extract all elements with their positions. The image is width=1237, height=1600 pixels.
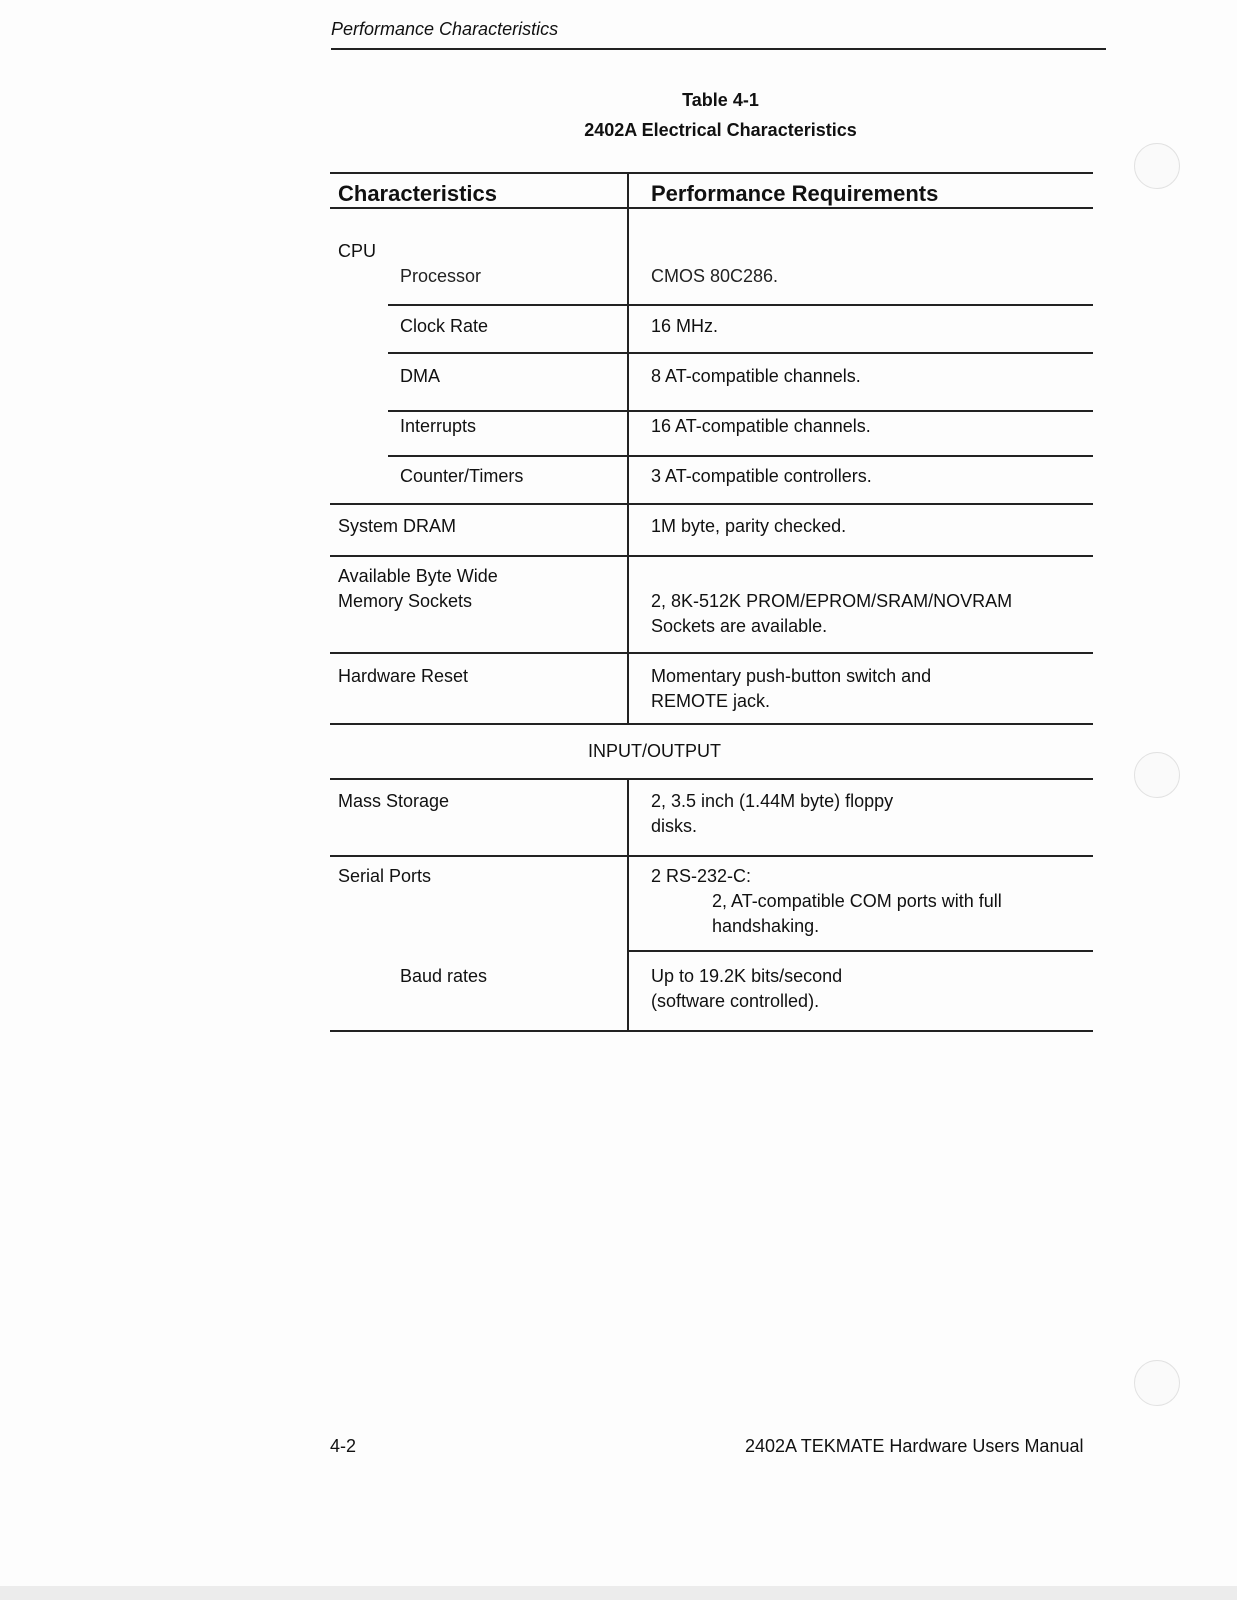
row-label: Hardware Reset: [338, 666, 469, 686]
row-label: Baud rates: [400, 966, 488, 986]
row-rule: [330, 652, 1093, 654]
row-value: Momentary push-button switch and: [651, 666, 932, 686]
row-value: (software controlled).: [651, 991, 820, 1011]
row-value: REMOTE jack.: [651, 691, 771, 711]
row-value: 2 RS-232-C:: [651, 866, 752, 886]
row-label: Available Byte Wide: [338, 566, 498, 586]
column-header-performance: Performance Requirements: [651, 181, 939, 206]
table-title: 2402A Electrical Characteristics: [584, 120, 857, 140]
row-label: DMA: [400, 366, 440, 386]
row-rule: [628, 950, 1093, 952]
row-value: 1M byte, parity checked.: [651, 516, 847, 536]
row-rule: [330, 778, 1093, 780]
column-divider: [627, 172, 629, 724]
row-value: 2, 8K-512K PROM/EPROM/SRAM/NOVRAM: [651, 591, 1013, 611]
section-heading-io: INPUT/OUTPUT: [588, 741, 721, 761]
row-rule: [330, 503, 1093, 505]
row-value: 3 AT-compatible controllers.: [651, 466, 872, 486]
row-label: Serial Ports: [338, 866, 432, 886]
row-rule: [330, 723, 1093, 725]
row-rule: [330, 555, 1093, 557]
table-number: Table 4-1: [682, 90, 759, 110]
row-label: Processor: [400, 266, 482, 286]
table-top-rule: [330, 172, 1093, 174]
row-value: handshaking.: [712, 916, 820, 936]
column-divider: [627, 779, 629, 1031]
row-label: System DRAM: [338, 516, 457, 536]
binder-hole: [1134, 1360, 1180, 1406]
page-number: 4-2: [330, 1436, 357, 1456]
row-label: Memory Sockets: [338, 591, 473, 611]
row-rule: [330, 855, 1093, 857]
row-value: Up to 19.2K bits/second: [651, 966, 843, 986]
row-value: Sockets are available.: [651, 616, 828, 636]
row-value: 2, 3.5 inch (1.44M byte) floppy: [651, 791, 894, 811]
header-rule: [331, 48, 1106, 50]
row-rule: [388, 410, 1093, 412]
row-rule: [388, 455, 1093, 457]
header-bottom-rule: [330, 207, 1093, 209]
row-value: disks.: [651, 816, 698, 836]
group-label-cpu: CPU: [338, 241, 377, 261]
manual-title: 2402A TEKMATE Hardware Users Manual: [745, 1436, 1084, 1456]
row-value: CMOS 80C286.: [651, 266, 779, 286]
row-value: 8 AT-compatible channels.: [651, 366, 861, 386]
row-label: Counter/Timers: [400, 466, 524, 486]
page-bottom-edge: [0, 1586, 1237, 1600]
row-label: Clock Rate: [400, 316, 489, 336]
binder-hole: [1134, 143, 1180, 189]
running-header: Performance Characteristics: [331, 19, 559, 39]
row-value: 16 AT-compatible channels.: [651, 416, 871, 436]
binder-hole: [1134, 752, 1180, 798]
row-label: Interrupts: [400, 416, 477, 436]
row-value: 2, AT-compatible COM ports with full: [712, 891, 1002, 911]
table-bottom-rule: [330, 1030, 1093, 1032]
column-header-characteristics: Characteristics: [338, 181, 497, 206]
row-label: Mass Storage: [338, 791, 450, 811]
row-rule: [388, 304, 1093, 306]
row-value: 16 MHz.: [651, 316, 719, 336]
row-rule: [388, 352, 1093, 354]
